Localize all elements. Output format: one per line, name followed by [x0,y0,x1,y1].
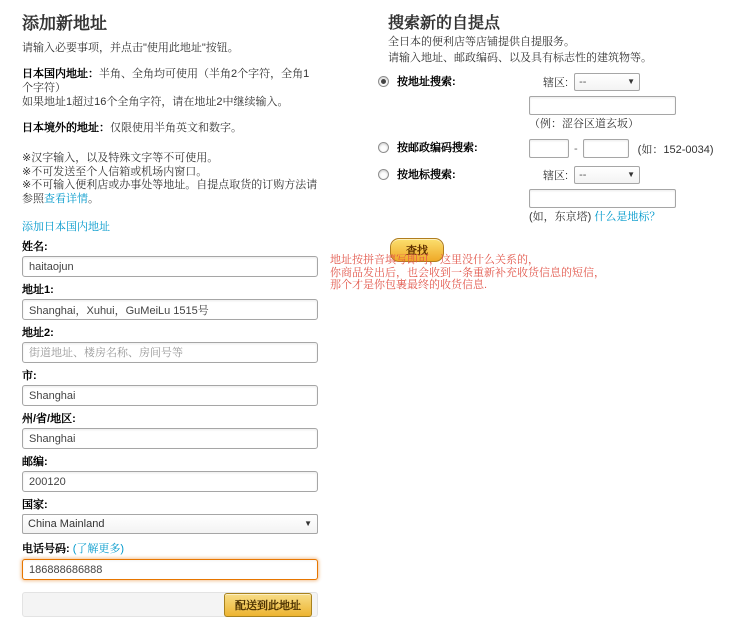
address1-label: 地址1: [22,284,54,296]
red-annotation-note [330,254,605,292]
pickup-search-title: 搜索新的自提点 [388,15,501,32]
district-label: 辖区: [543,77,569,89]
phone-input[interactable] [22,559,318,580]
zip-search-input-1[interactable] [529,139,569,158]
address1-input[interactable] [22,299,318,320]
what-is-landmark-link[interactable]: 什么是地标？ [594,211,661,223]
address-notes [22,152,318,206]
address2-field-group [22,327,318,363]
address2-label: 地址2: [22,327,54,339]
search-by-landmark-row [376,166,726,224]
address1-field-group [22,284,318,320]
country-label: 国家: [22,499,48,511]
name-field-group [22,241,318,277]
name-label: 姓名: [22,241,48,253]
search-options [376,73,726,224]
note-1: ※汉字输入，以及特殊文字等不可使用。 [22,152,219,164]
phone-field-group [22,559,318,580]
by-zip-label: 按邮政编码搜索: [397,142,478,154]
chevron-down-icon: ▼ [304,519,312,528]
search-button[interactable]: 查找 [390,238,444,262]
city-field-group [22,370,318,406]
intro-text: 请输入必要事项，并点击"使用此地址"按钮。 [22,42,239,54]
address2-input[interactable] [22,342,318,363]
search-by-address-row [376,73,726,131]
overseas-rule-text: 仅限使用半角英文和数字。 [110,122,242,134]
zip-search-example: (如：152-0034) [637,143,714,156]
city-input[interactable] [22,385,318,406]
address-search-example: （例：涩谷区道玄坂） [529,118,639,130]
domestic-rule-text: 半角、全角均可使用（半角2个字符，全角1个字符） [22,68,310,94]
by-landmark-label: 按地标搜索: [397,169,456,181]
note-3: ※不可输入便利店或办事处等地址。自提点取货的订购方法请参照查看详情。 [22,179,318,205]
pickup-search-section [376,14,726,262]
address-search-input[interactable] [529,96,676,115]
city-label: 市: [22,370,37,382]
country-field-group [22,499,318,534]
annotation-line-1: 地址按拼音填写即可，这里没什么关系的， [330,254,539,266]
chevron-down-icon: ▼ [627,170,636,179]
zip-field-group [22,456,318,492]
zip-input[interactable] [22,471,318,492]
domestic-rule-label: 日本国内地址： [22,68,99,80]
by-landmark-radio[interactable] [378,169,389,180]
domestic-rule-text2: 如果地址1超过16个全角字符，请在地址2中继续输入。 [22,96,289,108]
district-select[interactable] [574,73,640,91]
state-input[interactable] [22,428,318,449]
landmark-district-select-value: -- [579,169,587,181]
ship-to-this-address-button[interactable]: 配送到此地址 [224,593,312,617]
overseas-rule-label: 日本境外的地址： [22,122,110,134]
pickup-search-line2: 请输入地址、邮政编码、以及具有标志性的建筑物等。 [388,52,652,64]
add-address-section [22,14,318,617]
landmark-district-select[interactable] [574,166,640,184]
note-2: ※不可发送至个人信箱或机场内窗口。 [22,165,208,178]
domestic-address-rules [22,67,318,109]
annotation-line-2: 你商品发出后，也会收到一条重新补充收货信息的短信， [330,266,605,279]
state-label: 州/省/地区: [22,413,76,425]
chevron-down-icon: ▼ [627,77,636,86]
country-select-value: China Mainland [28,518,105,530]
landmark-district-label: 辖区: [543,170,569,182]
zip-search-input-2[interactable] [583,139,629,158]
state-field-group [22,413,318,449]
landmark-search-example: (如，东京塔) 什么是地标？ [529,211,661,223]
zip-separator: - [574,142,578,155]
by-address-label: 按地址搜索: [397,76,456,88]
by-zip-radio[interactable] [378,142,389,153]
district-select-value: -- [579,76,587,88]
search-by-zip-row [376,139,726,158]
landmark-search-input[interactable] [529,189,676,208]
overseas-address-rules [22,121,318,135]
see-details-link[interactable]: 查看详情 [44,192,88,205]
name-input[interactable] [22,256,318,277]
by-address-radio[interactable] [378,76,389,87]
form-footer-bar [22,592,318,617]
phone-label-row [22,543,318,556]
phone-label: 电话号码: [22,543,70,555]
pickup-search-line1: 全日本的便利店等店铺提供自提服务。 [388,36,575,48]
zip-label: 邮编: [22,456,48,468]
page-title: 添加新地址 [22,14,107,33]
annotation-line-3: 那个才是你包裹最终的收货信息. [330,279,488,291]
country-select[interactable] [22,514,318,534]
phone-learn-more-link[interactable]: (了解更多) [72,543,125,555]
add-domestic-address-link[interactable]: 添加日本国内地址 [22,221,110,233]
